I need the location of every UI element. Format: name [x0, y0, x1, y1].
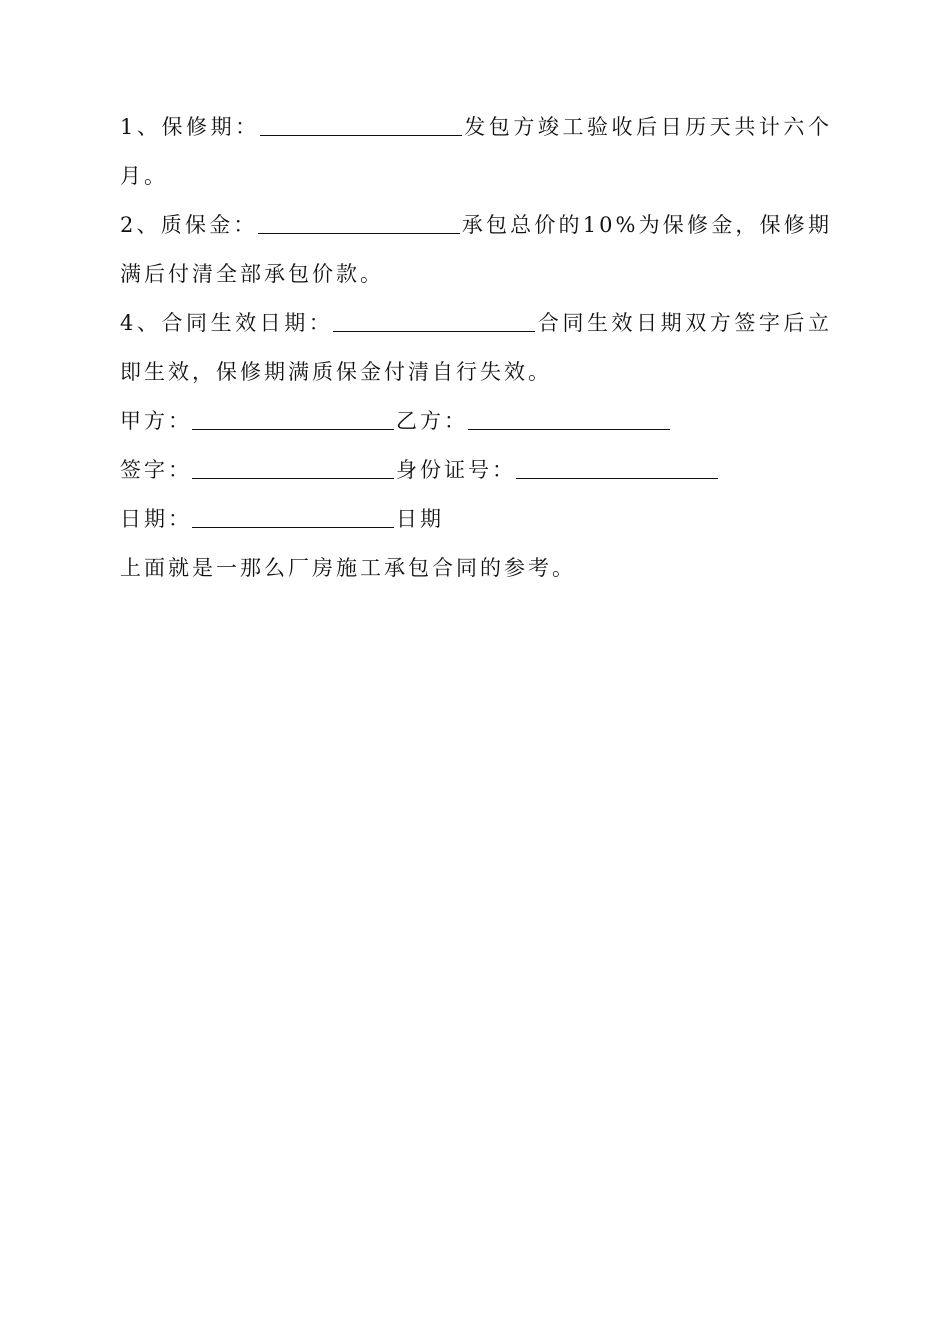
clause-effective-date: [120, 299, 832, 397]
fill-in-blank[interactable]: [258, 213, 460, 234]
signature-line: [120, 446, 832, 495]
party-b-blank[interactable]: [468, 409, 670, 430]
date-label: 日期：: [120, 507, 192, 531]
clause-text: 承包总价的10%为保修金，保修期满后付清全部承包价款。: [120, 213, 832, 286]
clause-warranty-period: [120, 103, 832, 201]
clause-text: 发包方竣工验收后日历天共计六个月。: [120, 115, 832, 188]
clause-label: 4、合同生效日期：: [120, 311, 334, 335]
id-number-label: 身份证号：: [396, 458, 516, 482]
party-a-label: 甲方：: [120, 409, 192, 433]
clause-label: 2、质保金：: [120, 213, 258, 237]
clause-retention-money: [120, 201, 832, 299]
clause-text: 合同生效日期双方签字后立即生效，保修期满质保金付清自行失效。: [120, 311, 832, 384]
document-body: [120, 103, 832, 593]
sign-label: 签字：: [120, 458, 192, 482]
clause-label: 1、保修期：: [120, 115, 260, 139]
party-a-blank[interactable]: [192, 409, 394, 430]
party-line: [120, 397, 832, 446]
date-blank[interactable]: [192, 507, 394, 528]
fill-in-blank[interactable]: [333, 311, 535, 332]
date-suffix: 日期: [396, 507, 444, 531]
fill-in-blank[interactable]: [260, 115, 462, 136]
party-b-label: 乙方：: [396, 409, 468, 433]
closing-note: 上面就是一那么厂房施工承包合同的参考。: [120, 556, 576, 580]
id-number-blank[interactable]: [516, 458, 718, 479]
date-line: [120, 495, 832, 544]
sign-blank[interactable]: [192, 458, 394, 479]
